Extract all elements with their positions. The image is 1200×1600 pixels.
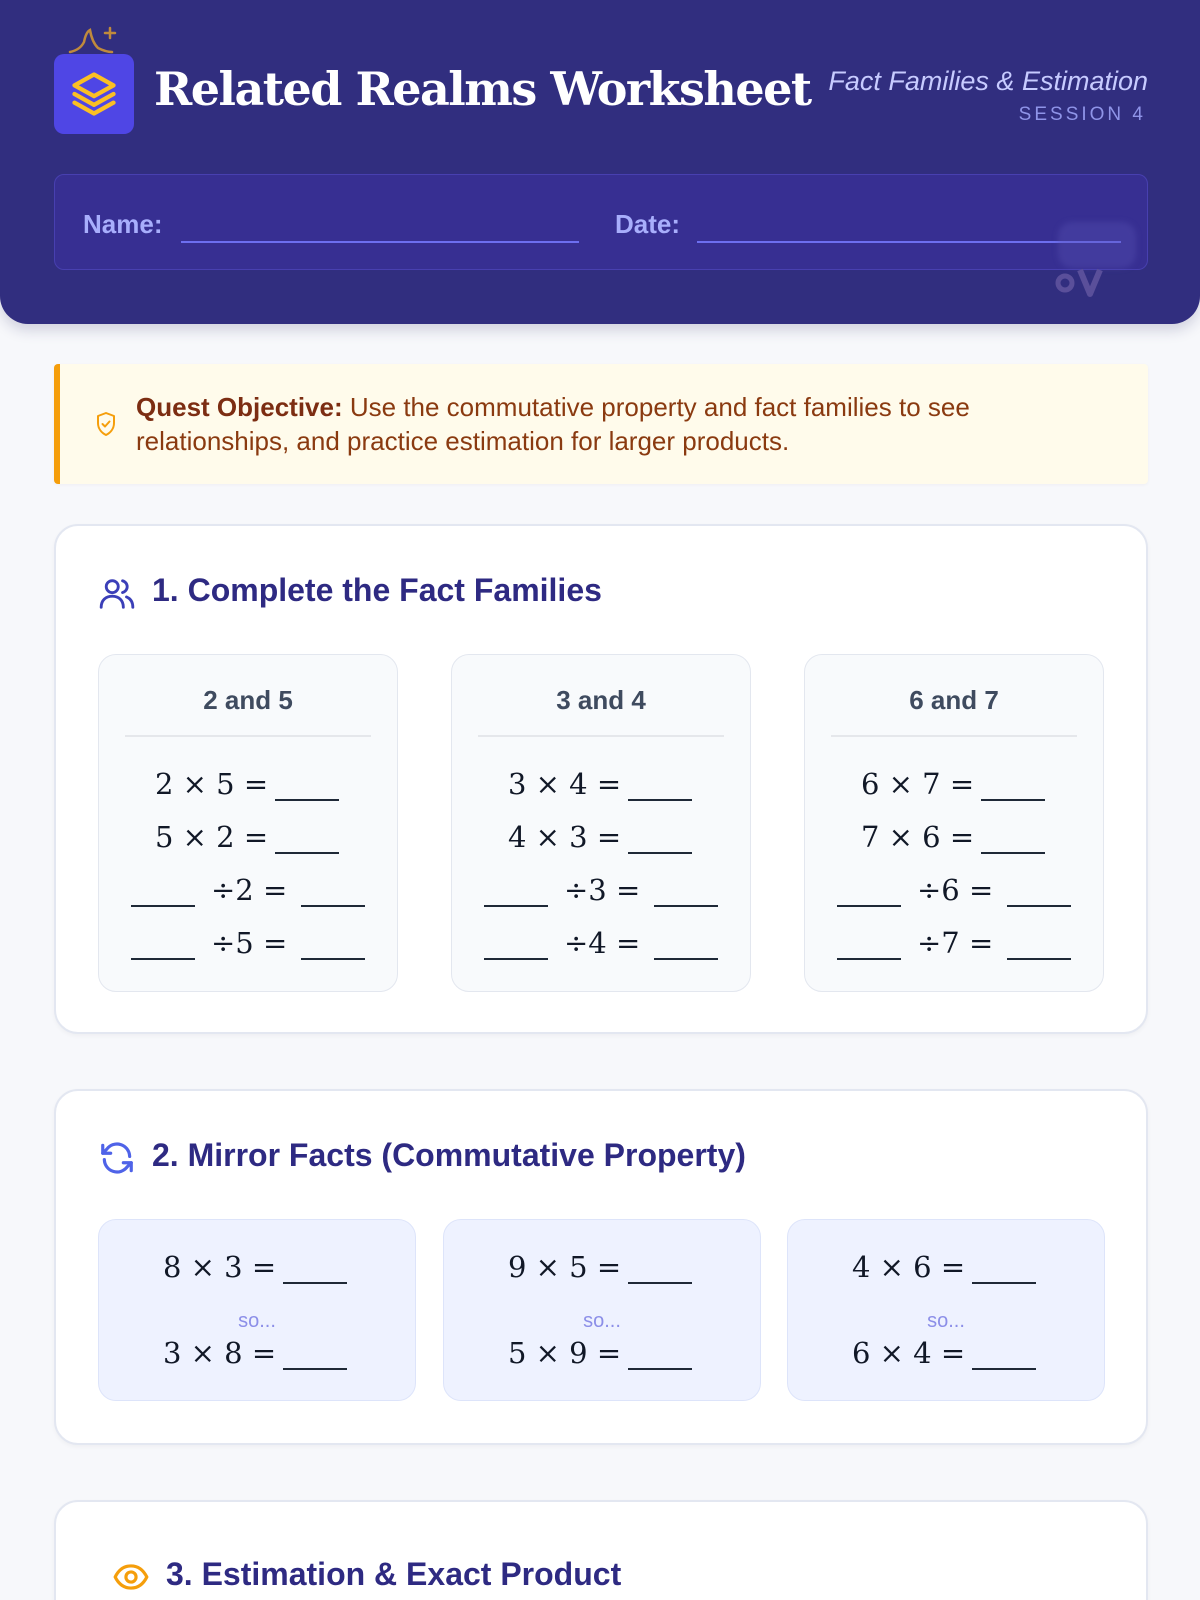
section-2-title: 2. Mirror Facts (Commutative Property) bbox=[152, 1137, 746, 1173]
answer-blank[interactable] bbox=[972, 1282, 1036, 1284]
shield-check-icon bbox=[94, 410, 118, 438]
equation-text: 8 × 3 = bbox=[163, 1250, 277, 1284]
equation-row bbox=[452, 869, 750, 909]
fact-family-card bbox=[451, 654, 751, 992]
student-info-box bbox=[54, 174, 1148, 270]
quest-objective bbox=[54, 364, 1148, 484]
so-label: so... bbox=[583, 1310, 621, 1332]
equation-row bbox=[805, 816, 1103, 856]
divider bbox=[125, 735, 371, 737]
divider bbox=[478, 735, 724, 737]
answer-blank[interactable] bbox=[972, 1368, 1036, 1370]
section-1-title: 1. Complete the Fact Families bbox=[152, 572, 602, 608]
so-label: so... bbox=[927, 1310, 965, 1332]
equation-row bbox=[788, 1246, 1104, 1286]
answer-blank[interactable] bbox=[981, 852, 1045, 854]
equation-text: ÷3 = bbox=[564, 873, 641, 907]
equation-row bbox=[444, 1332, 760, 1372]
answer-blank[interactable] bbox=[275, 852, 339, 854]
answer-blank[interactable] bbox=[1007, 905, 1071, 907]
equation-row bbox=[99, 869, 397, 909]
sparkle-icon bbox=[66, 26, 122, 56]
fact-family-card bbox=[98, 654, 398, 992]
refresh-icon bbox=[98, 1139, 136, 1177]
equation-row bbox=[99, 1246, 415, 1286]
mirror-fact-card bbox=[443, 1219, 761, 1401]
page-title: Related Realms Worksheet bbox=[154, 62, 811, 116]
equation-text: 3 × 4 = bbox=[508, 767, 622, 801]
equation-row bbox=[805, 869, 1103, 909]
equation-row bbox=[99, 816, 397, 856]
answer-blank[interactable] bbox=[484, 905, 548, 907]
layers-icon bbox=[68, 68, 120, 120]
answer-blank[interactable] bbox=[131, 958, 195, 960]
objective-text bbox=[136, 390, 1126, 458]
so-label: so... bbox=[238, 1310, 276, 1332]
divider bbox=[831, 735, 1077, 737]
equation-text: 5 × 2 = bbox=[155, 820, 269, 854]
section-3-title: 3. Estimation & Exact Product bbox=[166, 1556, 622, 1592]
equation-text: 7 × 6 = bbox=[861, 820, 975, 854]
equation-text: ÷7 = bbox=[917, 926, 994, 960]
answer-blank[interactable] bbox=[275, 799, 339, 801]
answer-blank[interactable] bbox=[301, 905, 365, 907]
worksheet-header bbox=[0, 0, 1200, 324]
equation-row bbox=[805, 922, 1103, 962]
mirror-fact-card bbox=[98, 1219, 416, 1401]
mirror-fact-card bbox=[787, 1219, 1105, 1401]
estimation-card bbox=[54, 1500, 1148, 1600]
answer-blank[interactable] bbox=[628, 1368, 692, 1370]
logo bbox=[54, 26, 134, 134]
equation-row bbox=[99, 1332, 415, 1372]
objective-body: Use the commutative property and fact families to see relationships, and practice estimation for larger products. bbox=[136, 392, 970, 456]
equation-row bbox=[452, 763, 750, 803]
answer-blank[interactable] bbox=[837, 905, 901, 907]
answer-blank[interactable] bbox=[837, 958, 901, 960]
equation-text: 4 × 3 = bbox=[508, 820, 622, 854]
answer-blank[interactable] bbox=[301, 958, 365, 960]
equation-text: ÷2 = bbox=[211, 873, 288, 907]
equation-text: 9 × 5 = bbox=[508, 1250, 622, 1284]
decorative-mark bbox=[1054, 262, 1110, 298]
page-subtitle: Fact Families & Estimation bbox=[828, 66, 1148, 96]
equation-text: 5 × 9 = bbox=[508, 1336, 622, 1370]
equation-text: ÷6 = bbox=[917, 873, 994, 907]
equation-row bbox=[805, 763, 1103, 803]
equation-row bbox=[444, 1246, 760, 1286]
equation-text: ÷5 = bbox=[211, 926, 288, 960]
equation-row bbox=[99, 763, 397, 803]
date-label: Date: bbox=[615, 209, 681, 239]
objective-label: Quest Objective: bbox=[136, 392, 343, 422]
answer-blank[interactable] bbox=[654, 958, 718, 960]
answer-blank[interactable] bbox=[628, 852, 692, 854]
family-label: 6 and 7 bbox=[909, 685, 999, 715]
answer-blank[interactable] bbox=[628, 799, 692, 801]
equation-text: 6 × 7 = bbox=[861, 767, 975, 801]
eye-icon bbox=[112, 1558, 150, 1596]
equation-text: 3 × 8 = bbox=[163, 1336, 277, 1370]
answer-blank[interactable] bbox=[283, 1282, 347, 1284]
equation-text: 4 × 6 = bbox=[852, 1250, 966, 1284]
fact-families-card bbox=[54, 524, 1148, 1034]
name-label: Name: bbox=[83, 209, 163, 239]
answer-blank[interactable] bbox=[283, 1368, 347, 1370]
logo-badge bbox=[54, 54, 134, 134]
equation-text: 6 × 4 = bbox=[852, 1336, 966, 1370]
equation-row bbox=[452, 922, 750, 962]
answer-blank[interactable] bbox=[1007, 958, 1071, 960]
equation-row bbox=[788, 1332, 1104, 1372]
equation-row bbox=[99, 922, 397, 962]
answer-blank[interactable] bbox=[131, 905, 195, 907]
name-field[interactable] bbox=[181, 241, 579, 243]
equation-row bbox=[452, 816, 750, 856]
mirror-facts-card bbox=[54, 1089, 1148, 1445]
users-icon bbox=[98, 574, 136, 612]
equation-text: 2 × 5 = bbox=[155, 767, 269, 801]
equation-text: ÷4 = bbox=[564, 926, 641, 960]
answer-blank[interactable] bbox=[981, 799, 1045, 801]
answer-blank[interactable] bbox=[628, 1282, 692, 1284]
family-label: 2 and 5 bbox=[203, 685, 293, 715]
fact-family-card bbox=[804, 654, 1104, 992]
session-label: SESSION 4 bbox=[1018, 104, 1146, 125]
family-label: 3 and 4 bbox=[556, 685, 646, 715]
answer-blank[interactable] bbox=[654, 905, 718, 907]
answer-blank[interactable] bbox=[484, 958, 548, 960]
